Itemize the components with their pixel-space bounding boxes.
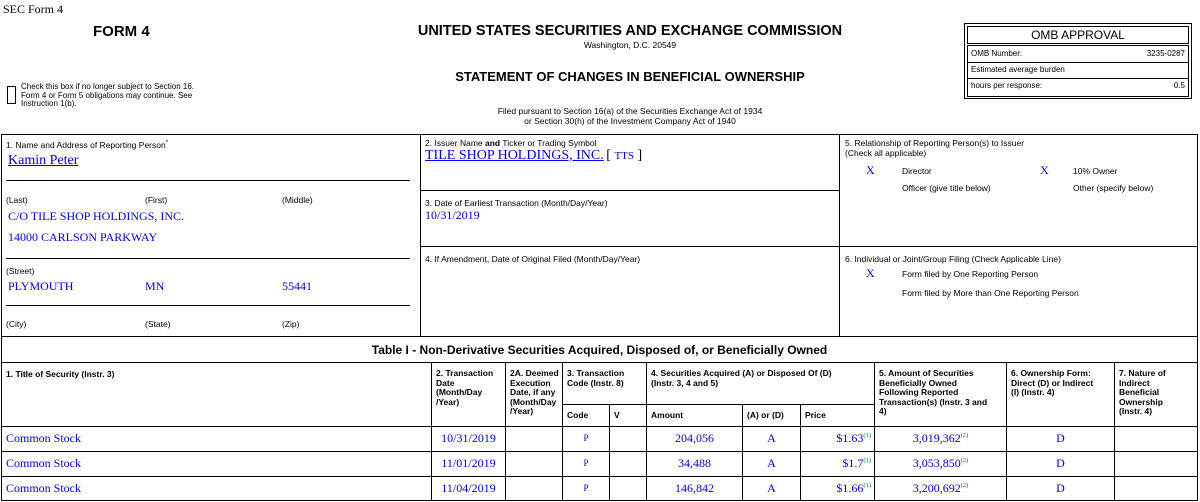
zip-label: (Zip) (282, 319, 300, 329)
col5-header (879, 369, 987, 417)
issuer-name-link[interactable]: TILE SHOP HOLDINGS, INC. (425, 148, 604, 163)
col2a-header-line-1: 2A. Deemed (510, 368, 559, 378)
price-footnote: (1) (863, 457, 871, 464)
col1-header: 1. Title of Security (Instr. 3) (6, 369, 115, 379)
col7-header-line-4: Ownership (1119, 396, 1163, 407)
omb-burden-label: Estimated average burden (971, 65, 1065, 74)
col6-header-line-3: (I) (Instr. 4) (1011, 387, 1055, 397)
filed-line-1: Filed pursuant to Section 16(a) of the Securities Exchange Act of 1934 (497, 106, 763, 116)
grid-line-v2 (839, 134, 840, 336)
box1-label (6, 138, 168, 150)
omb-hours-label: hours per response: (971, 81, 1043, 90)
row-price (801, 481, 871, 495)
col4-amount-header: Amount (651, 410, 684, 420)
row-code: P (583, 483, 589, 493)
first-label: (First) (145, 195, 168, 205)
price-footnote: (1) (863, 432, 871, 439)
box3-label: 3. Date of Earliest Transaction (Month/Day/Year) (425, 198, 608, 208)
box6-label: 6. Individual or Joint/Group Filing (Check Applicable Line) (845, 254, 1061, 264)
checkbox-text-1: Check this box if no longer subject to Section 16. (21, 82, 194, 91)
col7-header-line-1: 7. Nature of (1119, 368, 1166, 378)
row-date: 11/01/2019 (441, 456, 496, 470)
row-ownership-form: D (1056, 431, 1065, 445)
col4-aord-header: (A) or (D) (747, 410, 784, 420)
middle-label: (Middle) (282, 195, 313, 205)
ten-pct-owner-mark: X (1040, 163, 1049, 177)
omb-title: OMB APPROVAL (967, 26, 1189, 44)
row-price-value: $1.7 (842, 456, 864, 470)
row-owned-value: 3,053,850 (912, 456, 961, 470)
statement-title: STATEMENT OF CHANGES IN BENEFICIAL OWNERSHIP (455, 69, 805, 84)
box5-label-2: (Check all applicable) (845, 148, 927, 158)
table1-title: Table I - Non-Derivative Securities Acquired, Disposed of, or Beneficially Owned (371, 343, 828, 357)
omb-number: 3235-0287 (1146, 49, 1185, 58)
col2-header-line-4: /Year) (436, 396, 460, 407)
director-mark: X (866, 163, 875, 177)
col4-header (651, 369, 832, 388)
table-row (0, 431, 1198, 451)
omb-approval-box (964, 23, 1192, 99)
checkbox-text-2: Form 4 or Form 5 obligations may continue. See (21, 90, 193, 100)
col7-header-line-2: Indirect (1119, 377, 1150, 388)
earliest-transaction-date: 10/31/2019 (425, 208, 480, 222)
filed-line-2: or Section 30(h) of the Investment Company Act of 1940 (524, 116, 736, 126)
row-owned (875, 481, 1006, 495)
agency-title: UNITED STATES SECURITIES AND EXCHANGE COMMISSION (417, 23, 843, 39)
box1-city-underline (6, 305, 410, 306)
row-owned-value: 3,200,692 (912, 481, 961, 495)
row-line-1 (1, 451, 1198, 452)
col5-header-line-1: 5. Amount of Securities (879, 368, 974, 378)
grid-line-v1 (420, 134, 421, 336)
col2a-header-line-4: (Month/Day (510, 396, 557, 407)
col4-header-line-1: 4. Securities Acquired (A) or Disposed Of (D) (651, 368, 832, 378)
row-price-value: $1.66 (836, 481, 864, 495)
col4-header-line-2: (Instr. 3, 4 and 5) (651, 377, 719, 388)
col3-header (567, 369, 624, 388)
box5-label (845, 138, 1024, 158)
col2-header (436, 369, 493, 407)
row-date: 10/31/2019 (441, 431, 496, 445)
col3-header-line-1: 3. Transaction (567, 368, 625, 378)
grid-line-h4 (1, 336, 1198, 337)
filed-pursuant (340, 106, 920, 126)
omb-divider-2 (968, 78, 1188, 79)
row-ownership-form: D (1056, 481, 1065, 495)
col5-header-line-2: Beneficially Owned (879, 377, 957, 388)
table-row (0, 481, 1198, 501)
grid-line-h2 (420, 190, 839, 191)
ticker-close: ] (634, 148, 643, 163)
issuer-line (425, 148, 642, 164)
col3-header-line-2: Code (Instr. 8) (567, 377, 624, 388)
box1-address-underline (6, 258, 410, 259)
section16-checkbox[interactable] (7, 86, 16, 104)
city-label: (City) (6, 319, 27, 329)
state-value: MN (145, 279, 165, 293)
row-aord: A (767, 481, 776, 495)
row-date: 11/04/2019 (441, 481, 496, 495)
director-label: Director (902, 166, 932, 176)
owned-footnote: (2) (960, 482, 969, 489)
col7-header-line-3: Beneficial (1119, 387, 1160, 397)
address-line-1: C/O TILE SHOP HOLDINGS, INC. (8, 209, 185, 223)
state-label: (State) (145, 319, 171, 329)
price-footnote: (1) (863, 482, 871, 489)
row-title: Common Stock (6, 431, 82, 445)
row-title: Common Stock (6, 481, 82, 495)
row-ownership-form: D (1056, 456, 1065, 470)
box1-name-underline (6, 180, 410, 181)
col7-header-line-5: (Instr. 4) (1119, 406, 1153, 416)
one-person-mark: X (866, 266, 875, 280)
box5-label-1: 5. Relationship of Reporting Person(s) to Issuer (845, 138, 1025, 148)
omb-divider-1 (968, 62, 1188, 63)
owned-footnote: (2) (960, 432, 969, 439)
row-code: P (583, 458, 589, 468)
table1-line-top (1, 362, 1198, 363)
officer-label: Officer (give title below) (902, 183, 991, 193)
city-value: PLYMOUTH (8, 279, 74, 293)
more-persons-label: Form filed by More than One Reporting Person (902, 288, 1079, 298)
subheader-line (562, 404, 874, 405)
street-label: (Street) (6, 266, 35, 276)
ten-pct-owner-label: 10% Owner (1073, 166, 1118, 176)
checkbox-text-3: Instruction 1(b). (21, 99, 77, 108)
owned-footnote: (2) (960, 457, 969, 464)
col7-header (1119, 369, 1166, 417)
col5-header-line-3: Following Reported (879, 387, 959, 397)
form-title: FORM 4 (93, 23, 150, 40)
row-owned (875, 431, 1006, 445)
col2a-header (510, 369, 559, 417)
row-title: Common Stock (6, 456, 82, 470)
col2a-header-line-5: /Year) (510, 406, 534, 416)
reporting-person-name-link[interactable]: Kamin Peter (8, 153, 79, 168)
col2-header-line-3: (Month/Day (436, 387, 483, 397)
omb-details (967, 45, 1189, 97)
row-owned (875, 456, 1006, 470)
box2-label (425, 138, 597, 148)
col4-price-header: Price (805, 410, 826, 420)
col5-header-line-5: 4) (879, 406, 887, 416)
agency-city: Washington, D.C. 20549 (583, 40, 677, 50)
grid-line-h3 (420, 246, 1197, 247)
row-aord: A (767, 456, 776, 470)
row-code: P (583, 433, 589, 443)
box2-label-a: 2. Issuer Name (425, 138, 485, 148)
col2a-header-line-3: Date, if any (510, 387, 556, 397)
col5-header-line-4: Transaction(s) (Instr. 3 and (879, 396, 988, 407)
omb-number-label: OMB Number: (971, 49, 1023, 58)
col3-v-header: V (614, 410, 620, 420)
box1-label-text: 1. Name and Address of Reporting Person (6, 139, 166, 150)
section16-checkbox-label (21, 83, 194, 109)
col3-code-header: Code (567, 410, 589, 420)
table-row (0, 456, 1198, 476)
sec-form-label: SEC Form 4 (3, 2, 64, 16)
header-bottom-line (1, 426, 1198, 427)
row-amount: 34,488 (678, 456, 711, 470)
row-price (801, 456, 871, 470)
row-owned-value: 3,019,362 (912, 431, 961, 445)
box2-label-b: Ticker or Trading Symbol (500, 138, 597, 148)
other-label: Other (specify below) (1073, 183, 1154, 193)
one-person-label: Form filed by One Reporting Person (902, 269, 1039, 279)
last-label: (Last) (6, 195, 28, 205)
ticker-symbol: TTS (614, 150, 635, 162)
omb-hours: 0.5 (1173, 81, 1185, 90)
address-line-2: 14000 CARLSON PARKWAY (8, 230, 158, 244)
col2-header-line-2: Date (436, 377, 455, 388)
row-amount: 146,842 (675, 481, 714, 495)
col6-header-line-1: 6. Ownership Form: (1011, 368, 1091, 378)
col6-header-line-2: Direct (D) or Indirect (1011, 377, 1094, 388)
row-amount: 204,056 (675, 431, 714, 445)
row-aord: A (767, 431, 776, 445)
col2-header-line-1: 2. Transaction (436, 368, 494, 378)
row-line-2 (1, 476, 1198, 477)
ticker-open: [ (606, 148, 615, 163)
row-price (801, 431, 871, 445)
box2-label-and: and (485, 138, 501, 148)
box1-label-mark: * (165, 140, 169, 146)
grid-line-top (1, 134, 1198, 135)
box4-label: 4. If Amendment, Date of Original Filed (Month/Day/Year) (425, 254, 641, 264)
zip-value: 55441 (282, 279, 312, 293)
col6-header (1011, 369, 1093, 398)
row-price-value: $1.63 (836, 431, 864, 445)
col2a-header-line-2: Execution (510, 377, 551, 388)
